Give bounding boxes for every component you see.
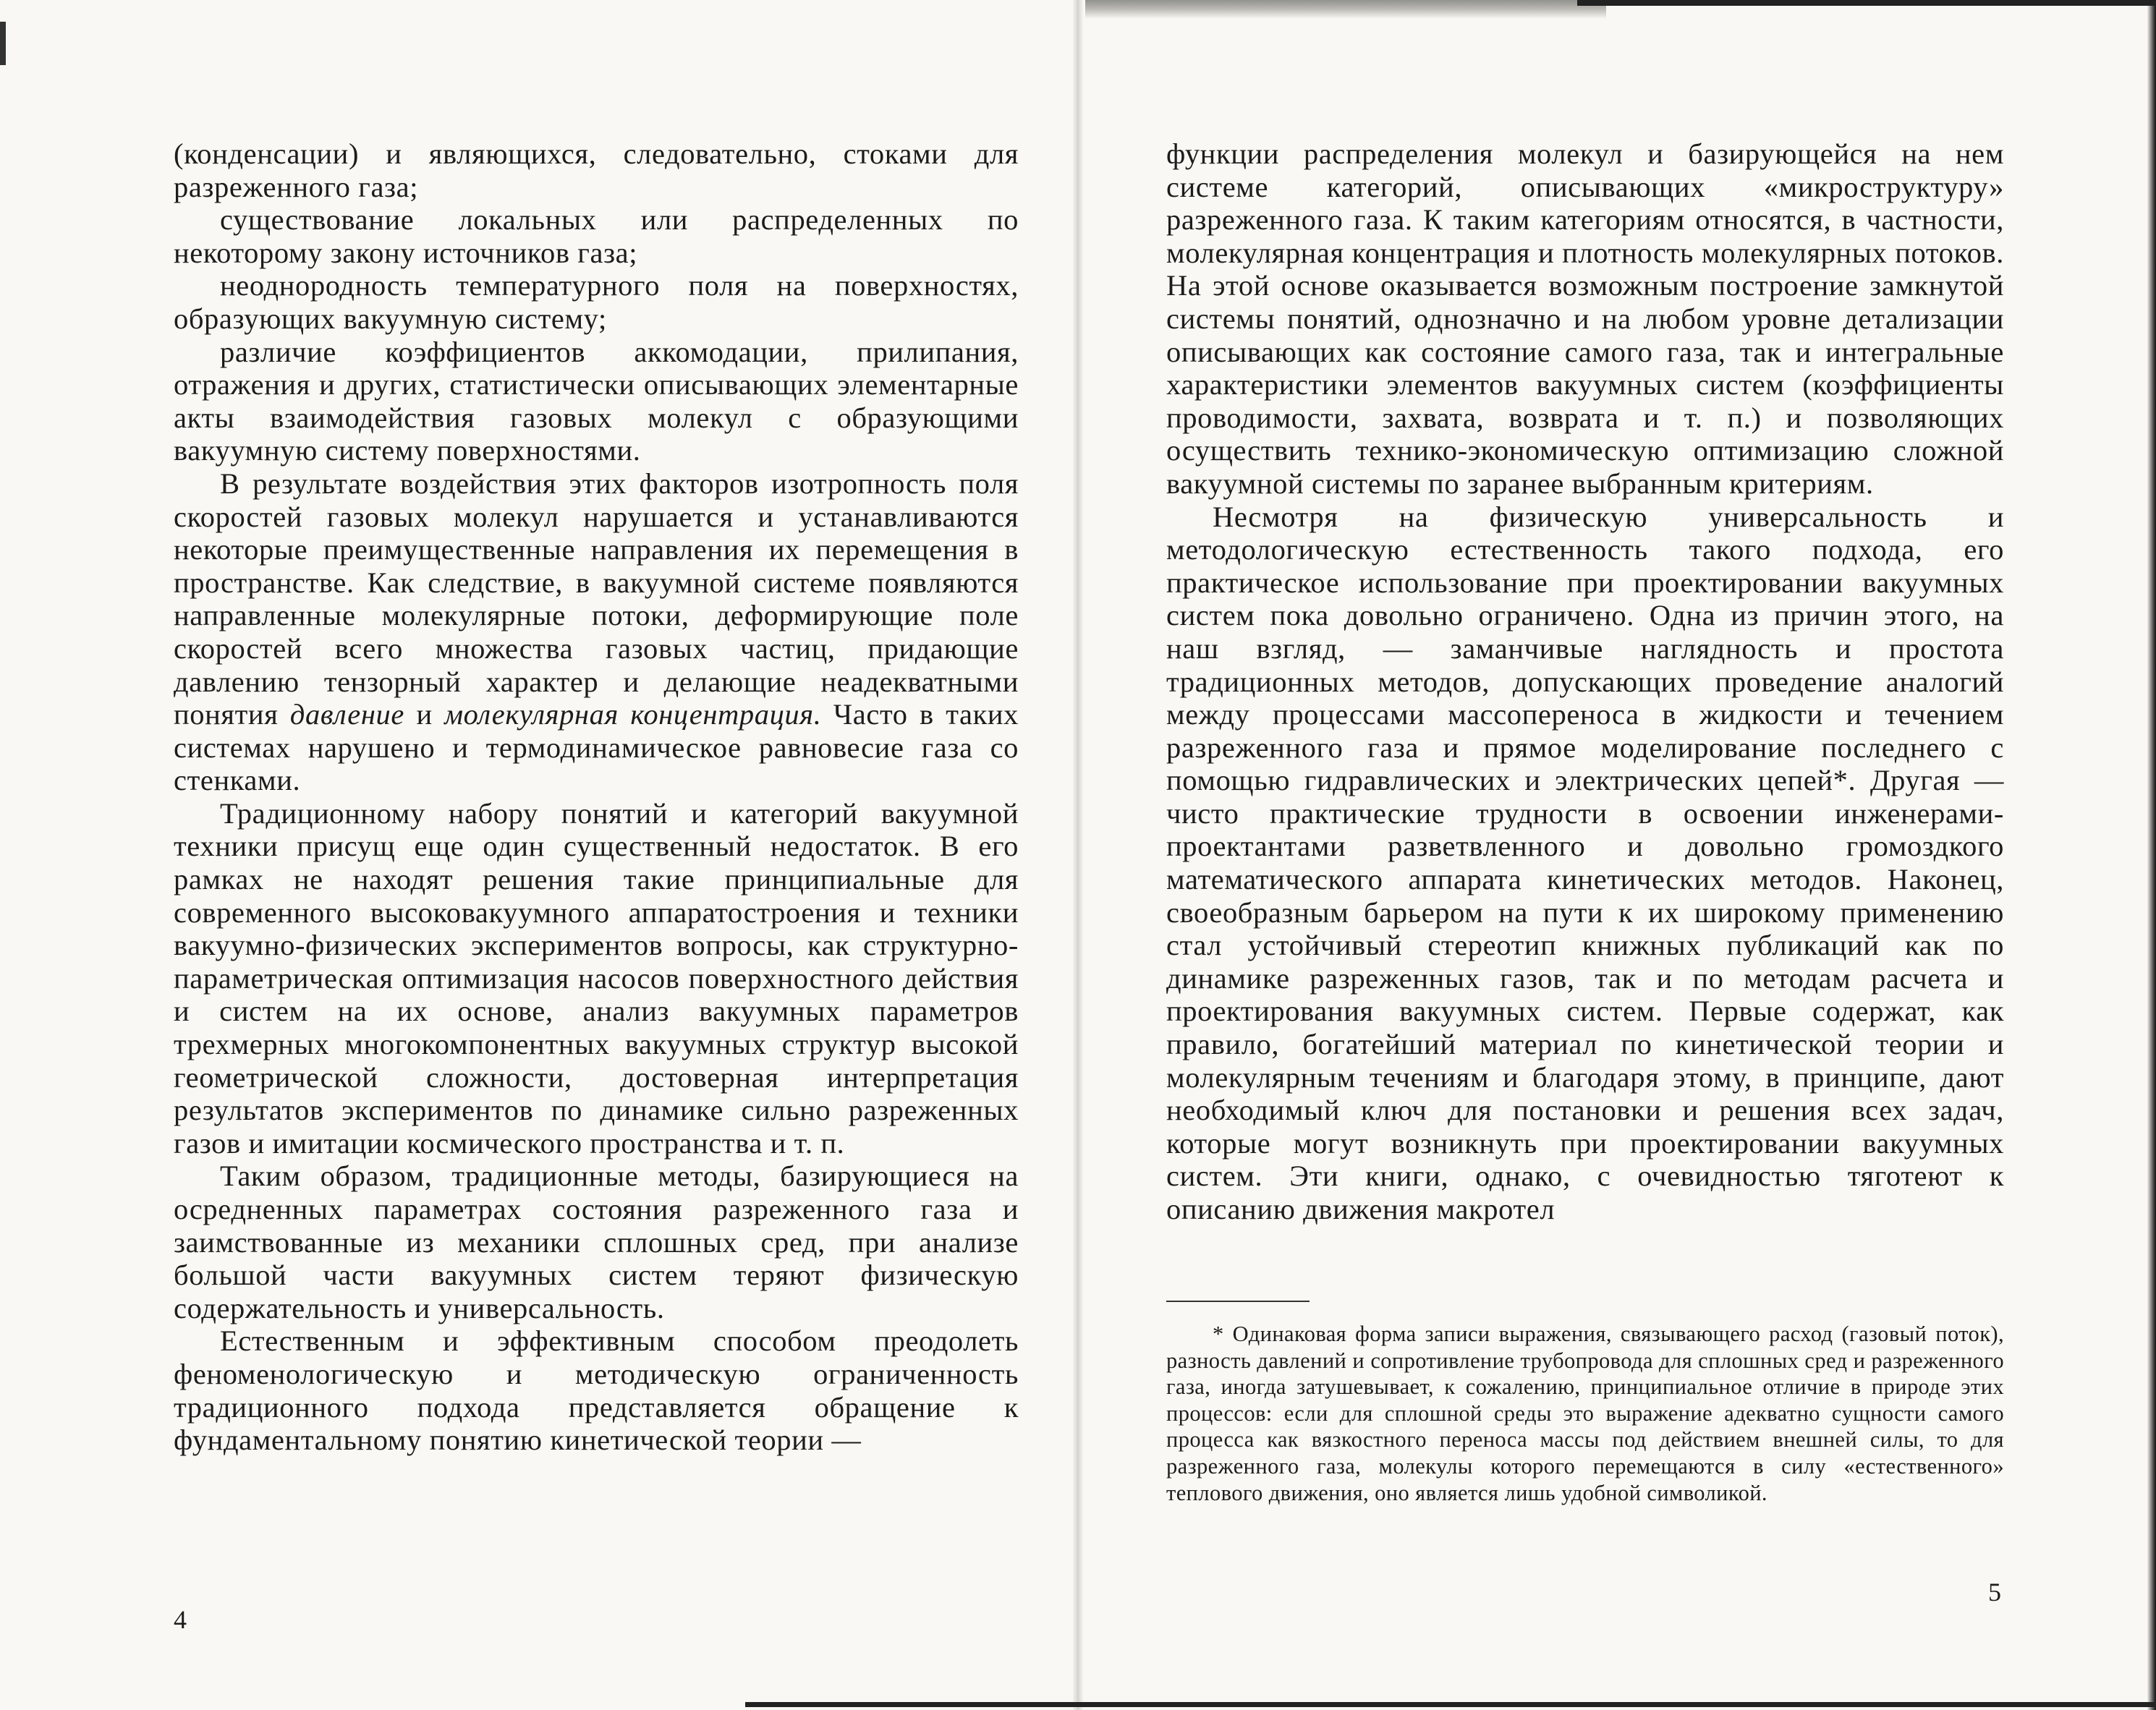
paragraph-text: Часто в таких системах нарушено и термодинамическое равновесие газа со стенками. — [174, 698, 1019, 797]
page-number-right: 5 — [1988, 1578, 2001, 1607]
paragraph: Несмотря на физическую универсальность и методологическую естественность такого подхода, его практическое использование при проектировании вакуумных систем пока довольно ограничено. Одна из причин этого, на наш взгляд, — заманчивые наглядность и простота традиционных методов, допускающих проведение аналогий между процессами массопереноса в жидкости и течением разреженного газа и прямое моделирование последнего с помощью гидравлических и электрических цепей*. Другая — чисто практические трудности в освоении инженерами-проектантами разветвленного и довольно громоздкого математического аппарата кинетических методов. Наконец, своеобразным барьером на пути к их широкому применению стал устойчивый стереотип книжных публикаций как по динамике разреженных газов, так и по методам расчета и проектирования вакуумных систем. Первые содержат, как правило, богатейший материал по кинетической теории и молекулярным течениям и благодаря этому, в принципе, дают необходимый ключ для постановки и решения всех задач, которые могут возникнуть при проектировании вакуумных систем. Эти книги, однако, с очевидностью тяготеют к описанию движения макротел — [1166, 500, 2004, 1225]
scan-bottom-border — [745, 1702, 2156, 1707]
scan-edge-shadow — [2147, 0, 2156, 1710]
italic-term-pressure: давление — [289, 698, 404, 731]
paragraph-text: В результате воздействия этих факторов изотропность поля скоростей газовых молекул нарушается и устанавливаются некоторые преимущественные направления их перемещения в пространстве. Как следствие, в вакуумной системе появляются направленные молекулярные потоки, деформирующие поле скоростей всего множества газовых частиц, придающие давлению тензорный характер и делающие неадекватными понятия — [174, 467, 1019, 731]
paragraph: существование локальных или распределенных по некоторому закону источников газа; — [174, 203, 1019, 269]
conjunction: и — [416, 698, 433, 731]
page-number-left: 4 — [174, 1605, 187, 1634]
scan-left-mark — [0, 22, 6, 65]
scan-top-border — [1577, 0, 2156, 6]
paragraph: различие коэффициентов аккомодации, прилипания, отражения и других, статистически описывающих элементарные акты взаимодействия газовых молекул с образующими вакуумную систему поверхностями. — [174, 335, 1019, 467]
paragraph-results — [174, 467, 1019, 797]
footnote-rule — [1166, 1301, 1310, 1302]
right-text-column — [1166, 137, 2004, 1226]
left-text-column — [174, 137, 1019, 1457]
book-gutter — [1073, 0, 1083, 1710]
paragraph: функции распределения молекул и базирующейся на нем системе категорий, описывающих «микроструктуру» разреженного газа. К таким категориям относятся, в частности, молекулярная концентрация и плотность молекулярных потоков. На этой основе оказывается возможным построение замкнутой системы понятий, однозначно и на любом уровне детализации описывающих как состояние самого газа, так и интегральные характеристики элементов вакуумных систем (коэффициенты проводимости, захвата, возврата и т. п.) и позволяющих осуществить технико-экономическую оптимизацию сложной вакуумной системы по заранее выбранным критериям. — [1166, 137, 2004, 500]
paragraph: Традиционному набору понятий и категорий вакуумной техники присущ еще один существенный недостаток. В его рамках не находят решения такие принципиальные для современного высоковакуумного аппаратостроения и техники вакуумно-физических экспериментов вопросы, как структурно-параметрическая оптимизация насосов поверхностного действия и систем на их основе, анализ вакуумных параметров трехмерных многокомпонентных вакуумных структур высокой геометрической сложности, достоверная интерпретация результатов экспериментов по динамике сильно разреженных газов и имитации космического пространства и т. п. — [174, 796, 1019, 1160]
paragraph: Естественным и эффективным способом преодолеть феноменологическую и методическую ограниченность традиционного подхода представляется обращение к фундаментальному понятию кинетической теории — — [174, 1324, 1019, 1457]
scan-top-smudge — [1085, 0, 1606, 19]
paragraph: (конденсации) и являющихся, следовательно, стоками для разреженного газа; — [174, 137, 1019, 203]
italic-term-concentration: молекулярная концентрация. — [444, 698, 822, 731]
paragraph: Таким образом, традиционные методы, базирующиеся на осредненных параметрах состояния разреженного газа и заимствованные из механики сплошных сред, при анализе большой части вакуумных систем теряют физическую содержательность и универсальность. — [174, 1160, 1019, 1324]
paragraph: неоднородность температурного поля на поверхностях, образующих вакуумную систему; — [174, 269, 1019, 335]
footnote: * Одинаковая форма записи выражения, связывающего расход (газовый поток), разность давлений и сопротивление трубопровода для сплошных сред и разреженного газа, иногда затушевывает, к сожалению, принципиальное отличие в природе этих процессов: если для сплошной среды это выражение адекватно сущности самого процесса как вязкостного переноса массы под действием внешней силы, то для разреженного газа, молекулы которого перемещаются в силу «естественного» теплового движения, оно является лишь удобной символикой. — [1166, 1322, 2004, 1505]
